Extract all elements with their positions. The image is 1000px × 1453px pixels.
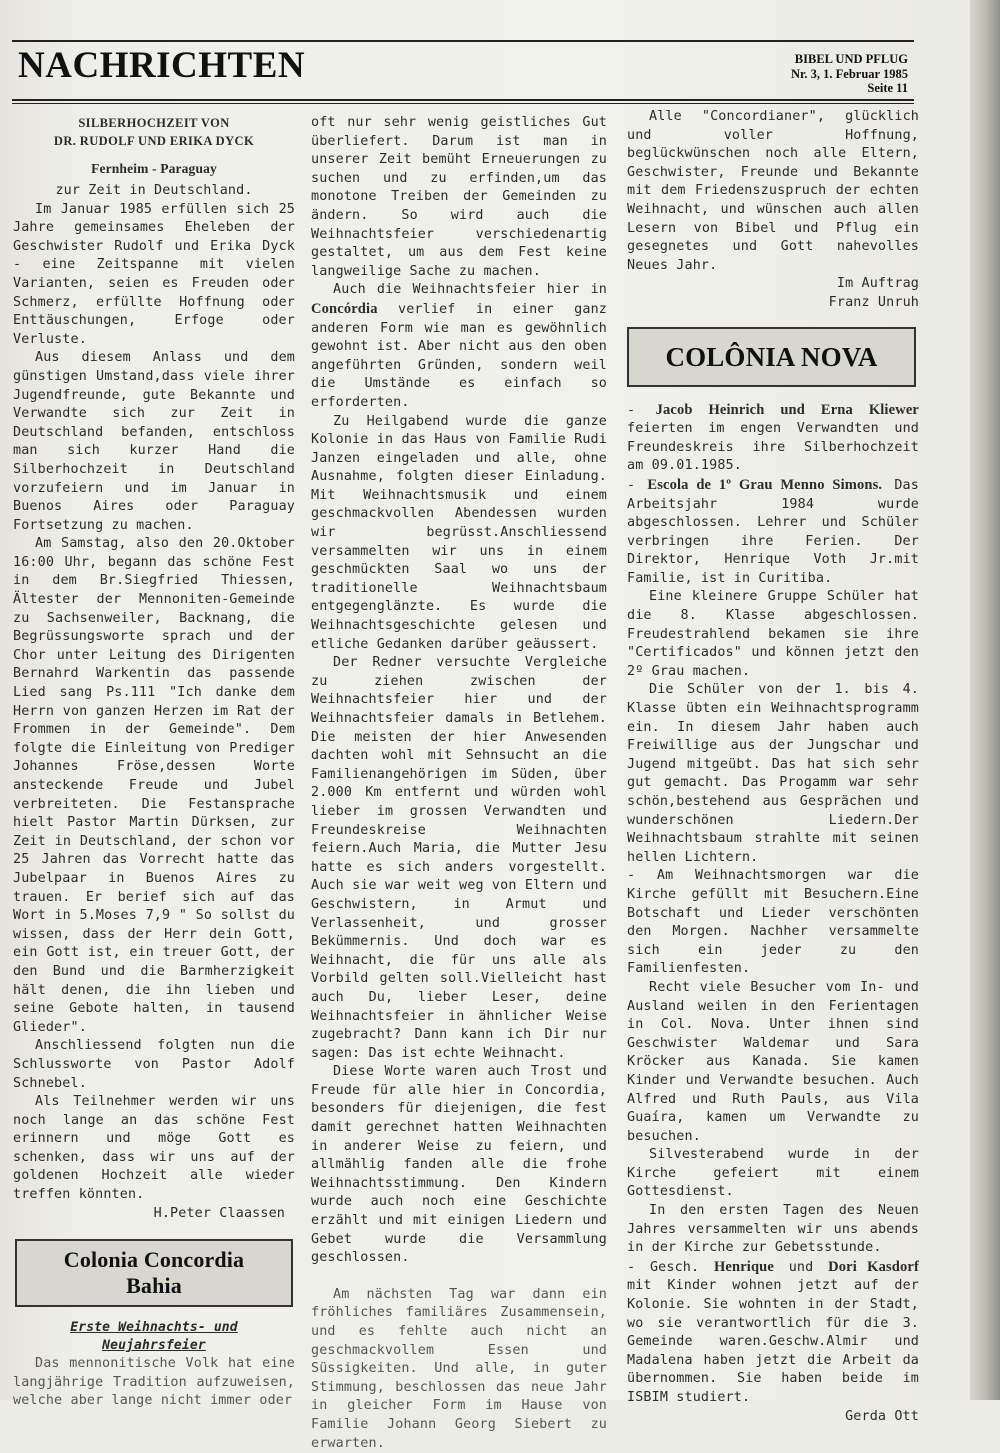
paragraph: Anschliessend folgten nun die Schlussworte von Pastor Adolf Schnebel. <box>13 1038 295 1091</box>
section-heading-colonia-nova: COLÔNIA NOVA <box>627 327 916 387</box>
publication-name: BIBEL UND PFLUG <box>794 52 908 66</box>
publication-info <box>791 52 908 96</box>
paragraph: - Jacob Heinrich und Erna Kliewer feierten im engen Verwandten und Freundeskreis ihre Silberhochzeit am 09.01.1985. <box>627 401 919 474</box>
author-signature: Gerda Ott <box>845 1408 919 1424</box>
paragraph: Diese Worte waren auch Trost und Freude für alle hier in Concordia, besonders für diejenigen, die fest damit gerechnet hatten Weihnachten in anderer Weise zu feiern, und allmählig fanden alle die frohe Weihnachtsstimmung. Den Kindern wurde auch noch eine Geschichte erzählt und mit einigen Liedern und Gebet wurde die Versammlung geschlossen. <box>311 1064 607 1266</box>
paragraph: Die Schüler von der 1. bis 4. Klasse übten ein Weihnachtsprogramm ein. In diesem Jahr haben auch Freiwillige aus der Jungschar und Jugend mitgeübt. Das hat sich sehr gut gemacht. Das Progamm war sehr schön,bestehend aus Gesprächen und wunderschönen Liedern.Der Weihnachtsbaum strahlte mit seinen hellen Lichtern. <box>627 682 919 865</box>
paragraph: Silvesterabend wurde in der Kirche gefeiert mit einem Gottesdienst. <box>627 1147 919 1200</box>
paragraph: Am Samstag, also den 20.Oktober 16:00 Uhr, begann das schöne Fest in dem Br.Siegfried Thiessen, Ältester der Mennoniten-Gemeinde zu Sachsenweiler, Backnang, die Begrüssungsworte sprach und der Chor unter Leitung des Dirigenten Bernahrd Warkentin das passende Lied sang Ps.111 "Ich danke dem Herrn von ganzen Herzen im Rat der Frommen in der Gemeinde". Dem folgte die Einleitung von Prediger Johannes Fröse,dessen Worte ansteckende Freude und Jubel verbreiteten. Die Festansprache hielt Pastor Martin Dürksen, zur Zeit in Deutschland, der schon vor 25 Jahren das Vorrecht hatte das Jubelpaar in Buenos Aires zu trauen. Er berief sich auf das Wort in 5.Moses 7,9 " So sollst du wissen, dass der Herr dein Gott, ein Gott ist, ein treuer Gott, der den Bund und die Barmherzigkeit hält denen, die ihn lieben und seine Gebote halten, in tausend Glieder". <box>13 536 295 1035</box>
paragraph: Zu Heilgabend wurde die ganze Kolonie in das Haus von Familie Rudi Janzen eingeladen und alle, ohne Ausnahme, folgten dieser Einladung. Mit Weihnachtsmusik und einem geschmackvollen Abendessen wurden wir begrüsst.Anschliessend versammelten wir uns in einem geschmückten Saal wo uns der traditionelle Weihnachtsbaum entgegenglänzte. Es wurde die Weihnachtsgeschichte gelesen und etliche Gedanken darüber geäussert. <box>311 413 607 652</box>
article-title-silberhochzeit: SILBERHOCHZEIT VON DR. RUDOLF UND ERIKA DYCK <box>53 116 255 148</box>
page-number: Seite 11 <box>867 81 908 95</box>
paragraph: - Escola de 1º Grau Menno Simons. Das Arbeitsjahr 1984 wurde abgeschlossen. Lehrer und Schüler verbringen ihre Ferien. Der Direktor, Henrique Voth Jr.mit Familie, ist in Curitiba. <box>627 476 919 586</box>
column-3 <box>627 108 919 1426</box>
author-signature: H.Peter Claassen <box>153 1205 285 1221</box>
paragraph: Recht viele Besucher vom In- und Ausland weilen in den Ferientagen in Col. Nova. Unter ihnen sind Geschwister Waldemar und Sara Kröcker aus Kanada. Sie kamen Kinder und Verwandte besuchen. Auch Alfred und Ruth Pauls, aus Vila Guaíra, kamen um Verwandte zu besuchen. <box>627 979 919 1144</box>
closing-line: Im Auftrag <box>836 276 919 292</box>
paragraph: Eine kleinere Gruppe Schüler hat die 8. Klasse abgeschlossen. Freudestrahlend bekamen sie ihre "Certificados" und können jetzt den 2º Grau machen. <box>627 589 919 679</box>
article-subheading: Erste Weihnachts- und Neujahrsfeier <box>70 1320 238 1354</box>
paragraph: Der Redner versuchte Vergleiche zu ziehen zwischen der Weihnachtsfeier hier und der Weihnachtsfeier damals in Betlehem. Die meisten der hier Anwesenden dachten wohl mit Sehnsucht an die Familienangehörigen im Süden, über 2.000 Km entfernt und würden wohl lieber im grossen Verwandten und Freundeskreise Weihnachten feiern.Auch Maria, die Mutter Jesu hatte es sich anders vorgestellt. Auch sie war weit weg von Eltern und Geschwistern, in Armut und Verlassenheit, und grosser Bekümmernis. Und doch war es Weihnacht, die für uns alle als Vorbild gelten soll.Vielleicht hast auch Du, lieber Leser, deine Weihnachtsfeier in ähnlicher Weise zugebracht? Dann kann ich Dir nur sagen: Das ist echte Weihnacht. <box>311 655 607 1061</box>
paragraph: Am nächsten Tag war dann ein fröhliches familiäres Zusammensein, und es fehlte auch nicht an geschmackvollem Essen und Süssigkeiten. Und alle, in guter Stimmung, beschlossen das neue Jahr in gleicher Form im Hause von Familie Johann Georg Siebert zu erwarten. <box>311 1286 607 1451</box>
article-location: Fernheim - Paraguay <box>91 161 217 176</box>
paragraph: Alle "Concordianer", glücklich und voller Hoffnung, beglückwünschen noch alle Eltern, Geschwister, Freunde und Bekannte mit dem Friedenszuspruch der echten Weihnacht, und wünschen auch allen Lesern von Bibel und Pflug ein gesegnetes und Gott nahevolles Neues Jahr. <box>627 109 919 273</box>
header-rule-thin <box>12 103 914 104</box>
paragraph: - Am Weihnachtsmorgen war die Kirche gefüllt mit Besuchern.Eine Botschaft und Lieder verschönten den Morgen. Nachher versammelte sich ein jeder zu den Familienfesten. <box>627 868 919 977</box>
top-rule <box>12 40 914 42</box>
book-spine <box>970 0 1000 1400</box>
paragraph: Das mennonitische Volk hat eine langjährige Tradition aufzuweisen, welche aber lange nicht immer oder <box>13 1356 295 1409</box>
paragraph: Als Teilnehmer werden wir uns noch lange an das schöne Fest erinnern und möge Gott es schenken, dass wir uns auf der goldenen Hochzeit alle wieder treffen könnten. <box>13 1094 295 1203</box>
masthead-title: NACHRICHTEN <box>18 45 306 86</box>
issue-date: Nr. 3, 1. Februar 1985 <box>790 66 908 81</box>
header-rule <box>12 99 914 101</box>
paragraph: Im Januar 1985 erfüllen sich 25 Jahre gemeinsames Eheleben der Geschwister Rudolf und Erika Dyck - eine Zeitspanne mit vielen Varianten, seien es Freuden oder Schmerz, erfüllte Hoffnung oder Enttäuschungen, Erfoge oder Verluste. <box>13 201 295 347</box>
column-2 <box>311 114 607 1453</box>
author-signature: Franz Unruh <box>828 294 919 310</box>
paragraph: In den ersten Tagen des Neuen Jahres versammelten wir uns abends in der Kirche zur Gebetsstunde. <box>627 1203 919 1256</box>
paragraph: Auch die Weihnachtsfeier hier in Concórdia verlief in einer ganz anderen Form wie man es gewöhnlich gewohnt ist. Aber nicht aus den oben angeführten Gründen, sondern weil die Umstände es einfach so erforderten. <box>311 282 607 410</box>
section-heading-concordia: Colonia Concordia Bahia <box>15 1239 293 1307</box>
paragraph: Aus diesem Anlass und dem günstigen Umstand,dass viele ihrer Jugendfreunde, gute Bekannte und Verwandte sich zur Zeit in Deutschland befanden, entschloss man sich kurzer Hand die Silberhochzeit in Deutschland vorzufeiern und im Januar in Buenos Aires oder Paraguay Fortsetzung zu machen. <box>13 350 295 533</box>
column-1 <box>13 114 295 1411</box>
paragraph: oft nur sehr wenig geistliches Gut überliefert. Darum ist man in unserer Zeit bemüht Erneuerungen zu suchen und zu erfinden,um das monotone Treiben der Gemeinden zu ändern. So wird auch die Weihnachtsfeier verschiedenartig gestaltet, um aus dem Fest keine langweilige Sache zu machen. <box>311 115 607 279</box>
article-subline: zur Zeit in Deutschland. <box>55 183 253 198</box>
paragraph: - Gesch. Henrique und Dori Kasdorf mit Kinder wohnen jetzt auf der Kolonie. Sie wohnten in der Stadt, wo sie verantwortlich für die 3. Gemeinde waren.Geschw.Almir und Madalena haben jetzt die Arbeit da übernommen. Sie haben beide im ISBIM studiert. <box>627 1258 919 1405</box>
